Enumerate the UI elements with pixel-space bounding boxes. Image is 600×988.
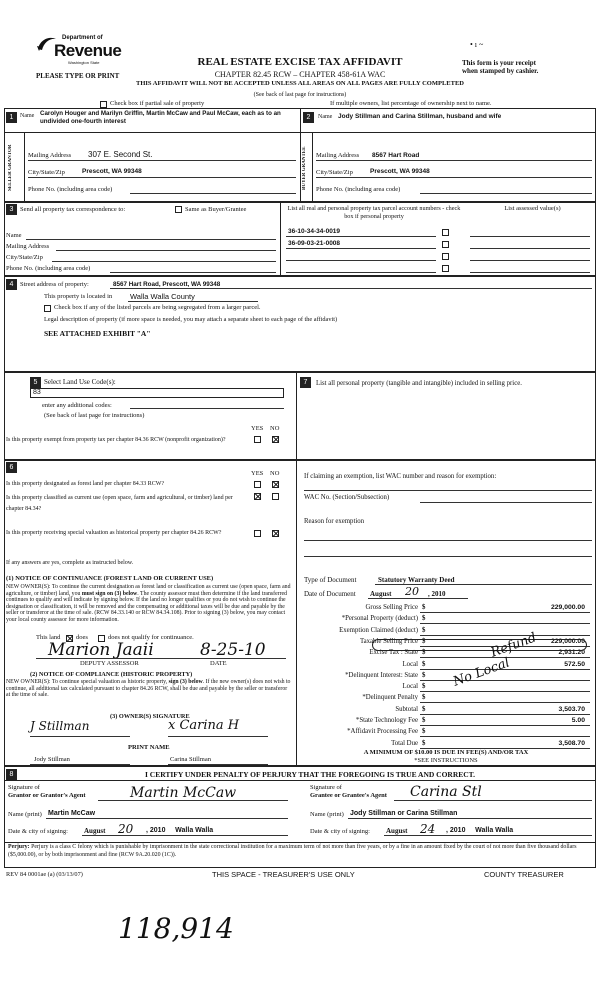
form-chapter: CHAPTER 82.45 RCW – CHAPTER 458-61A WAC — [214, 70, 386, 79]
buyer-city-label: City/State/Zip — [316, 169, 353, 176]
exempt-no-checkbox[interactable] — [272, 436, 279, 443]
historic-yes-checkbox[interactable] — [254, 530, 261, 537]
county-treasurer: COUNTY TREASURER — [484, 870, 564, 879]
assessor-date-label: DATE — [210, 660, 227, 667]
personal-property-label: List all personal property (tangible and intangible) included in selling price. — [316, 380, 522, 387]
corr-name-label: Name — [6, 232, 22, 239]
tax-row-value: 572.50 — [564, 661, 585, 668]
current-use-no-checkbox[interactable] — [272, 493, 279, 500]
this-land-label: This land — [36, 634, 61, 641]
partial-sale-checkbox[interactable] — [100, 101, 107, 108]
tax-row-dollar: $ — [422, 740, 426, 747]
grantor-year-city: , 2010 Walla Walla — [146, 827, 214, 834]
assessor-signature: Marion Jaaii — [48, 640, 154, 660]
section-3-number: 3 — [6, 204, 17, 215]
notice2-body-b: . If the new owner(s) does not wish to continue, all additional tax calculated pursuant to chapter 84.26 RCW, shall be due and payable by the seller or transferor at the time of sale. — [6, 679, 291, 699]
grantee-day: 24 — [420, 822, 436, 836]
multiple-owners-note: If multiple owners, list percentage of ownership next to name. — [330, 100, 492, 107]
section-2-number: 2 — [303, 112, 314, 123]
buyer-city: Prescott, WA 99348 — [370, 168, 430, 175]
tax-row-label: Total Due — [391, 740, 418, 747]
parcel-2: 36-09-03-21-0008 — [288, 240, 341, 247]
tax-row-value: 229,000.00 — [550, 604, 585, 611]
notice1-title: (1) NOTICE OF CONTINUANCE (FOREST LAND OR CURRENT USE) — [6, 575, 214, 582]
tax-row-line — [420, 691, 590, 692]
grantor-date: August — [84, 827, 106, 835]
buyer-name-label: Name — [318, 114, 333, 120]
doc-date-year: , 2010 — [428, 590, 446, 598]
owner-signature-2: x Carina H — [168, 718, 240, 733]
handwritten-number: 118,914 — [118, 912, 234, 945]
parcel-3-checkbox[interactable] — [442, 253, 449, 260]
tax-row-line — [420, 714, 590, 715]
local-tax-highlight — [372, 639, 587, 651]
segregated-label: Check box if any of the listed parcels are being segregated from a larger parcel. — [54, 304, 261, 311]
assessor-date: 8-25-10 — [200, 640, 266, 660]
current-use-yes-checkbox[interactable] — [254, 493, 261, 500]
perjury-label: Perjury: — [8, 844, 30, 850]
notice1-body-b: . The county assessor must then determine if the land transferred continues to qualify and will indicate by signing below. If the land no longer qualifies or you do not wish to continue the designation or classification, it will be removed and the compensating or additional taxes will be due and payable by the seller or transferor at the time of sale. (RCW 84.33.140 or RCW 84.34.108). Prior to signing (3) below, you may contact your local county assessor for more information. — [6, 590, 287, 623]
doc-date-day: 20 — [405, 585, 419, 598]
tax-row-dollar: $ — [422, 661, 426, 668]
tax-row-line — [420, 725, 590, 726]
land-use-code-box[interactable] — [30, 388, 284, 398]
tax-row-value: 5.00 — [571, 717, 585, 724]
land-use-code: 83 — [33, 389, 41, 396]
tax-row-label: *State Technology Fee — [355, 717, 418, 724]
grantee-name: Jody Stillman or Carina Stillman — [350, 810, 458, 817]
no-header-6: NO — [270, 470, 280, 477]
grantor-name-label: Name (print) — [8, 811, 42, 818]
section-5-number: 5 — [30, 377, 41, 388]
section-1-number: 1 — [6, 112, 17, 123]
tax-row-label: Taxable Selling Price — [359, 638, 418, 645]
tax-row-value: 3,508.70 — [558, 740, 585, 747]
tax-row-value: 2,931.20 — [558, 649, 585, 656]
doc-date-month: August — [370, 590, 392, 598]
wac-label: WAC No. (Section/Subsection) — [304, 494, 390, 501]
tax-row-dollar: $ — [422, 672, 426, 679]
owner-signature-1: J Stillman — [30, 719, 90, 733]
land-use-label: Select Land Use Code(s): — [44, 378, 116, 386]
minimum-note: A MINIMUM OF $10.00 IS DUE IN FEE(S) AND/OR TAX — [363, 749, 529, 756]
does-not-label: does not qualify for continuance. — [108, 634, 194, 641]
corner-marks: • ı ~ — [470, 40, 484, 49]
segregated-checkbox[interactable] — [44, 305, 51, 312]
assessed-header: List assessed value(s) — [504, 205, 561, 212]
perjury-text: Perjury is a class C felony which is punishable by imprisonment in the state correctional institution for a maximum term of not more than five years, or by a fine in an amount fixed by the court of not more than five thousand dollars ($5,000.00), or by both imprisonment and fine (RCW 9A.20.020 (1C)). — [8, 844, 577, 858]
revenue-logo — [32, 33, 127, 67]
grantee-agent-label: Grantee or Grantee's Agent — [310, 792, 387, 799]
type-or-print: PLEASE TYPE OR PRINT — [36, 72, 120, 80]
grantor-signature: Martin McCaw — [130, 785, 237, 801]
tax-row-label: *Delinquent Penalty — [362, 694, 418, 701]
doc-type: Statutory Warranty Deed — [378, 576, 455, 584]
tax-row-dollar: $ — [422, 649, 426, 656]
receipt-note-2: when stamped by cashier. — [462, 67, 539, 75]
forest-question: Is this property designated as forest land per chapter 84.33 RCW? — [6, 481, 165, 487]
tax-row-line — [420, 702, 590, 703]
partial-sale-label: Check box if partial sale of property — [110, 100, 205, 107]
same-as-buyer-label: Same as Buyer/Grantee — [185, 206, 247, 213]
notice1-body — [6, 584, 291, 624]
tax-row-label: Local — [402, 661, 418, 668]
tax-row-label: Local — [402, 683, 418, 690]
seller-city-label: City/State/Zip — [28, 169, 65, 176]
treasurer-space: THIS SPACE - TREASURER'S USE ONLY — [212, 870, 355, 879]
county: Walla Walla County — [130, 292, 195, 301]
does-label: does — [76, 634, 88, 641]
section-7-number: 7 — [300, 377, 311, 388]
see-back: (See back of last page for instructions) — [253, 92, 347, 98]
tax-row-label: *Personal Property (deduct) — [341, 615, 418, 622]
note-refund: Refund — [488, 630, 539, 661]
buyer-name: Jody Stillman and Carina Stillman, husband and wife — [338, 113, 502, 120]
corr-mailing-label: Mailing Address — [6, 243, 50, 250]
tax-row-dollar: $ — [422, 706, 426, 713]
logo-text: Revenue — [54, 41, 122, 60]
notice1-must-sign: must sign on (3) below — [81, 590, 138, 597]
corr-city-label: City/State/Zip — [6, 254, 43, 261]
additional-codes-label: enter any additional codes: — [42, 402, 112, 409]
grantee-signature: Carina Stl — [410, 784, 482, 800]
located-label: This property is located in — [44, 293, 113, 300]
tax-row-label: *Affidavit Processing Fee — [347, 728, 418, 735]
exempt-question: Is this property exempt from property tax per chapter 84.36 RCW (nonprofit organization)? — [6, 437, 226, 443]
notice2-sign: sign (3) below — [168, 679, 203, 685]
grantee-date: August — [386, 827, 408, 835]
seller-name-label: Name — [20, 113, 35, 119]
doc-type-label: Type of Document — [304, 576, 357, 584]
section-8-number: 8 — [6, 769, 17, 780]
deputy-assessor-label: DEPUTY ASSESSOR — [80, 660, 139, 667]
if-yes-note: If any answers are yes, complete as instructed below. — [6, 560, 134, 566]
tax-row-label: Gross Selling Price — [365, 604, 418, 611]
logo-dept: Department of — [62, 35, 103, 41]
notice1-body-a: NEW OWNER(S): To continue the current designation as forest land or classification as current use (open space, farm and agriculture, or timber) land, you — [6, 584, 291, 597]
grantee-sig-label: Signature of — [310, 784, 342, 791]
parcel-2-checkbox[interactable] — [442, 241, 449, 248]
corr-phone-label: Phone No. (including area code) — [6, 265, 91, 272]
legal-desc-label: Legal description of property (if more space is needed, you may attach a separate sheet to each page of the affidavit) — [44, 316, 338, 323]
form-warning: THIS AFFIDAVIT WILL NOT BE ACCEPTED UNLESS ALL AREAS ON ALL PAGES ARE FULLY COMPLETED — [136, 80, 464, 87]
buyer-mailing: 8567 Hart Road — [372, 152, 420, 159]
grantor-agent-label: Grantor or Grantor's Agent — [8, 792, 86, 799]
buyer-side-label: BUYER GRANTEE — [302, 146, 307, 190]
historic-question: Is this property receiving special valuation as historical property per chapter 84.26 RCW? — [6, 530, 222, 536]
grantee-name-label: Name (print) — [310, 811, 344, 818]
yes-header-6: YES — [251, 470, 264, 477]
no-header-5: NO — [270, 425, 280, 432]
same-as-buyer-checkbox[interactable] — [175, 206, 182, 213]
perjury-note — [8, 844, 592, 859]
current-use-question: Is this property classified as current use (open space, farm and agricultural, or timber) land per chapter 84.34? — [6, 495, 233, 512]
parcel-1: 36-10-34-34-0019 — [288, 228, 341, 235]
tax-row-line — [420, 736, 590, 737]
seller-city: Prescott, WA 99348 — [82, 168, 142, 175]
land-use-see-back: (See back of last page for instructions) — [44, 412, 145, 419]
seller-phone-label: Phone No. (including area code) — [28, 186, 113, 193]
forest-yes-checkbox[interactable] — [254, 481, 261, 488]
notice2-body — [6, 679, 291, 699]
seller-mailing-label: Mailing Address — [28, 152, 72, 159]
grantor-sig-label: Signature of — [8, 784, 40, 791]
tax-row-line — [420, 635, 590, 636]
tax-row-dollar: $ — [422, 683, 426, 690]
tax-row-dollar: $ — [422, 638, 426, 645]
seller-mailing: 307 E. Second St. — [88, 150, 153, 159]
tax-row-value: 3,503.70 — [558, 706, 585, 713]
exhibit-a: SEE ATTACHED EXHIBIT "A" — [44, 329, 151, 338]
notice2-title: (2) NOTICE OF COMPLIANCE (HISTORIC PROPERTY) — [30, 671, 193, 678]
form-title: REAL ESTATE EXCISE TAX AFFIDAVIT — [197, 56, 403, 68]
tax-row-label: Subtotal — [395, 706, 418, 713]
certify-statement: I CERTIFY UNDER PENALTY OF PERJURY THAT THE FOREGOING IS TRUE AND CORRECT. — [144, 770, 475, 779]
grantor-day: 20 — [118, 822, 134, 836]
tax-row-line — [420, 623, 590, 624]
tax-row-value: 229,000.00 — [550, 638, 585, 645]
section-6-number: 6 — [6, 462, 17, 473]
tax-row-dollar: $ — [422, 604, 426, 611]
reason-label: Reason for exemption — [304, 518, 365, 525]
exemption-label: If claiming an exemption, list WAC number and reason for exemption: — [304, 473, 497, 480]
parcel-4-checkbox[interactable] — [442, 265, 449, 272]
street-address: 8567 Hart Road, Prescott, WA 99348 — [113, 281, 221, 288]
tax-row-dollar: $ — [422, 728, 426, 735]
receipt-note-1: This form is your receipt — [462, 59, 537, 67]
tax-row-label: Excise Tax : State — [369, 649, 418, 656]
street-label: Street address of property: — [20, 281, 89, 288]
print-name-2: Carina Stillman — [170, 756, 211, 763]
parcel-header: List all real and personal property tax parcel account numbers - check box if personal property — [287, 205, 461, 220]
see-instructions: *SEE INSTRUCTIONS — [414, 757, 478, 764]
grantor-date-label: Date & city of signing: — [8, 828, 68, 835]
notice2-body-a: NEW OWNER(S): To continue special valuation as historic property, — [6, 679, 168, 685]
tax-row-label: *Delinquent Interest: State — [345, 672, 418, 679]
tax-row-line — [420, 680, 590, 681]
grantee-date-label: Date & city of signing: — [310, 828, 370, 835]
grantor-name: Martin McCaw — [48, 810, 96, 817]
print-name-label: PRINT NAME — [128, 744, 170, 751]
seller-name: Carolyn Houger and Marilyn Griffin, Martin McCaw and Paul McCaw, each as to an undivided one-fourth interest — [40, 110, 281, 125]
grantee-year-city: , 2010 Walla Walla — [446, 827, 514, 834]
parcel-1-checkbox[interactable] — [442, 229, 449, 236]
historic-no-checkbox[interactable] — [272, 530, 279, 537]
forest-no-checkbox[interactable] — [272, 481, 279, 488]
form-number: REV 84 0001ae (a) (03/13/07) — [6, 871, 83, 878]
correspondence-label: Send all property tax correspondence to: — [20, 206, 126, 213]
yes-header-5: YES — [251, 425, 264, 432]
buyer-mailing-label: Mailing Address — [316, 152, 360, 159]
buyer-phone-label: Phone No. (including area code) — [316, 186, 401, 193]
seller-side-label: SELLER GRANTOR — [8, 144, 13, 192]
section-4-box — [4, 276, 596, 372]
tax-row-label: Exemption Claimed (deduct) — [339, 627, 418, 634]
doc-date-label: Date of Document — [304, 590, 356, 598]
tax-row-line — [420, 612, 590, 613]
section-4-number: 4 — [6, 279, 17, 290]
tax-row-dollar: $ — [422, 717, 426, 724]
print-name-1: Jody Stillman — [34, 756, 70, 763]
logo-state: Washington State — [68, 60, 100, 65]
tax-row-dollar: $ — [422, 627, 426, 634]
owner-signature-label: (3) OWNER(S) SIGNATURE — [110, 713, 190, 720]
tax-row-dollar: $ — [422, 615, 426, 622]
tax-row-dollar: $ — [422, 694, 426, 701]
note-no-local: No Local — [451, 655, 512, 690]
exempt-yes-checkbox[interactable] — [254, 436, 261, 443]
